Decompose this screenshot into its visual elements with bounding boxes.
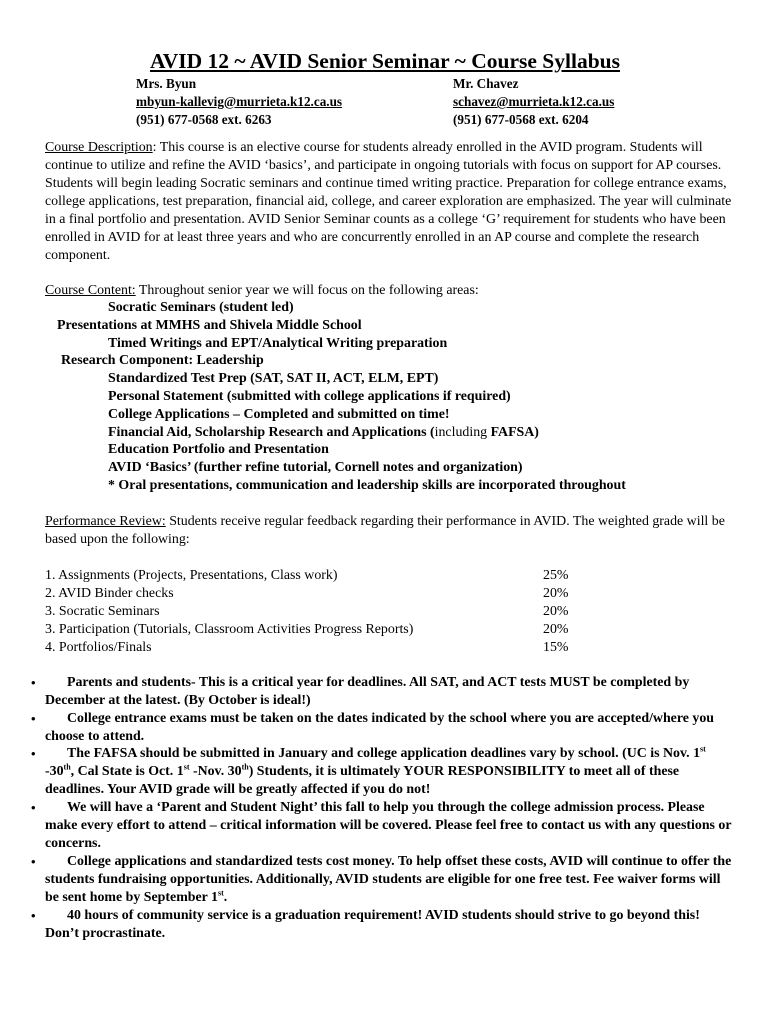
grade-item: 3. Socratic Seminars (45, 604, 160, 619)
grade-row (45, 621, 585, 639)
notice-bullet (31, 853, 735, 907)
bullet-icon: • (31, 908, 36, 923)
bullet-text (45, 745, 735, 799)
bullet-text: We will have a ‘Parent and Student Night’ this fall to help you through the college admission process. Please make every effort to attend – critical information will be covered. Please feel free to contact us with any questions or concerns. (45, 800, 732, 851)
bullet-text-part: ) Students, it is ultimately YOUR RESPONSIBILITY to meet all of these deadlines. Your AVID grade will be greatly affected if you do not! (45, 764, 680, 797)
content-item: Standardized Test Prep (SAT, SAT II, ACT, ELM, EPT) (108, 371, 439, 386)
grade-percent: 20% (543, 622, 569, 637)
bullet-text-part: . (223, 890, 228, 905)
section-label: Course Content: (45, 283, 136, 298)
grade-row (45, 639, 585, 657)
content-item-financial-aid (108, 424, 539, 442)
bullet-text: 40 hours of community service is a graduation requirement! AVID students should strive to go beyond this! Don’t procrastinate. (45, 908, 700, 941)
grade-item: 2. AVID Binder checks (45, 586, 174, 601)
bullet-icon: • (31, 746, 36, 761)
bullet-icon: • (31, 711, 36, 726)
teacher-name: Mr. Chavez (453, 76, 519, 91)
grade-item: 4. Portfolios/Finals (45, 640, 152, 655)
teacher-contact-chavez (453, 75, 614, 129)
section-text: Students receive regular feedback regarding their performance in AVID. The weighted grade will be based upon the following: (45, 514, 725, 547)
grade-row (45, 585, 585, 603)
bullet-text: College entrance exams must be taken on the dates indicated by the school where you are accepted/where you choose to attend. (45, 711, 715, 744)
teacher-contact-byun (136, 75, 342, 129)
notice-bullet (31, 744, 735, 799)
notice-bullet (31, 674, 735, 710)
ordinal-suffix: st (183, 762, 190, 772)
bullet-text (45, 853, 735, 907)
content-item-text: FAFSA) (487, 425, 539, 440)
section-text: : This course is an elective course for students already enrolled in the AVID program. Students will continue to utilize and refine the AVID ‘basics’, and participate in ongoing tutorials with focus on support for AP courses. Students will begin leading Socratic seminars and continue timed writing practice. Preparation for college entrance exams, college applications, test preparation, financial aid, college, and career exploration are emphasized. The year will culminate in a final portfolio and presentation. AVID Senior Seminar counts as a college ‘G’ requirement for students who have been enrolled in AVID for at least three years and who are concurrently enrolled in an AP course and complete the research component. (45, 140, 732, 263)
content-item: Presentations at MMHS and Shivela Middle School (57, 318, 362, 333)
content-item-text: Financial Aid, Scholarship Research and Applications ( (108, 425, 435, 440)
teacher-phone: (951) 677-0568 ext. 6263 (136, 112, 272, 127)
teacher-email-link[interactable]: schavez@murrieta.k12.ca.us (453, 94, 615, 109)
grade-row (45, 567, 585, 585)
content-item-text: including (434, 425, 488, 440)
section-label: Performance Review: (45, 514, 166, 529)
teacher-name: Mrs. Byun (136, 76, 197, 91)
ordinal-suffix: st (700, 744, 706, 754)
performance-review (45, 513, 735, 549)
ordinal-suffix: th (63, 762, 71, 772)
course-content-intro (45, 282, 735, 300)
grade-percent: 20% (543, 586, 569, 601)
grade-percent: 15% (543, 640, 569, 655)
section-text: Throughout senior year we will focus on the following areas: (135, 283, 479, 298)
content-item: Socratic Seminars (student led) (108, 300, 294, 315)
bullet-icon: • (31, 854, 36, 869)
notice-bullet (31, 710, 735, 746)
teacher-phone: (951) 677-0568 ext. 6204 (453, 112, 589, 127)
grade-percent: 25% (543, 568, 569, 583)
ordinal-suffix: th (241, 762, 249, 772)
teacher-email-link[interactable]: mbyun-kallevig@murrieta.k12.ca.us (136, 94, 343, 109)
page-title: AVID 12 ~ AVID Senior Seminar ~ Course Syllabus (150, 49, 620, 73)
bullet-text-part: College applications and standardized tests cost money. To help offset these costs, AVID will continue to offer the students fundraising opportunities. Additionally, AVID students are eligible for one free test. Fee waiver forms will be sent home by September 1 (45, 854, 732, 905)
bullet-text-part: , Cal State is Oct. 1 (70, 764, 184, 779)
content-item: Timed Writings and EPT/Analytical Writing preparation (108, 336, 448, 351)
bullet-icon: • (31, 800, 36, 815)
section-label: Course Description (45, 140, 153, 155)
content-item: College Applications – Completed and submitted on time! (108, 407, 450, 422)
content-item: Personal Statement (submitted with college applications if required) (108, 389, 511, 404)
grade-percent: 20% (543, 604, 569, 619)
bullet-text-part: -30 (45, 764, 64, 779)
ordinal-suffix: st (217, 888, 224, 898)
grade-item: 1. Assignments (Projects, Presentations, Class work) (45, 568, 338, 583)
content-item: Research Component: Leadership (61, 353, 264, 368)
bullet-text: Parents and students- This is a critical year for deadlines. All SAT, and ACT tests MUST be completed by December at the latest. (By October is ideal!) (45, 675, 690, 708)
bullet-icon: • (31, 675, 36, 690)
content-item: AVID ‘Basics’ (further refine tutorial, Cornell notes and organization) (108, 460, 523, 475)
bullet-text-part: -Nov. 30 (189, 764, 242, 779)
grade-item: 3. Participation (Tutorials, Classroom Activities Progress Reports) (45, 622, 414, 637)
content-item: Education Portfolio and Presentation (108, 442, 329, 457)
notice-bullet (31, 799, 735, 853)
bullet-text-part: The FAFSA should be submitted in January and college application deadlines vary by school. (UC is Nov. 1 (67, 746, 701, 761)
content-item: * Oral presentations, communication and leadership skills are incorporated throughout (108, 478, 626, 493)
notice-bullet (31, 907, 735, 943)
course-description (45, 139, 735, 265)
grade-row (45, 603, 585, 621)
